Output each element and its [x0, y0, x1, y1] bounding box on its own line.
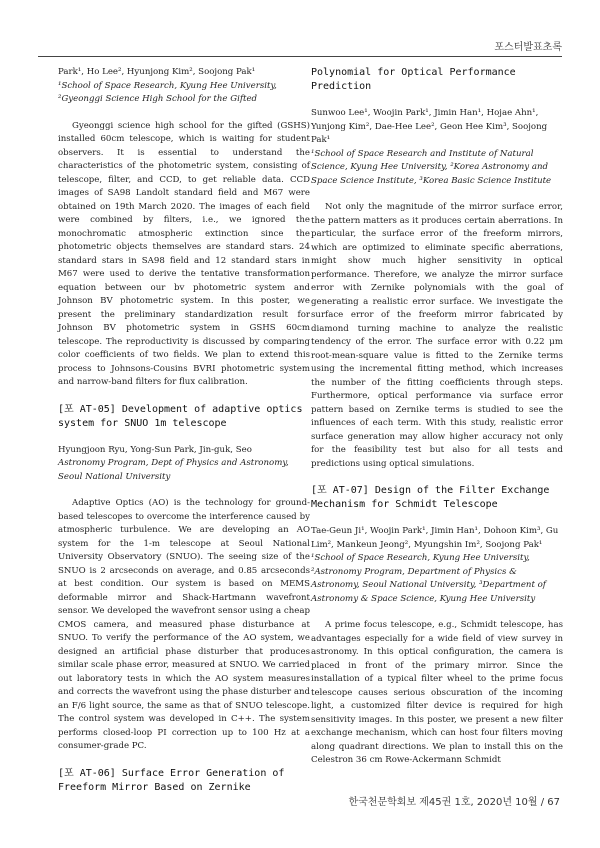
- at06-title-continued: Polynomial for Optical Performance Prediction: [311, 67, 516, 92]
- at05-abstract: Adaptive Optics (AO) is the technology for ground-based telescopes to overcome the interference caused by atmospheric turbulence. We are developing an AO system for the 1-m telescope at Seoul National University Observatory (SNUO). The seeing size of the SNUO is 2 arcseconds on average, and 0.85 arcseconds at best condition. Our system is based on MEMS deformable mirror and Shack-Hartmann wavefront sensor. We developed the wavefront sensor using a cheap CMOS camera, and measured phase disturbance at SNUO. To verify the performance of the AO system, we designed an artificial phase disturber that produces similar scale phase error, measured at SNUO. We carried out laboratory tests in which the AO system measures and corrects the wavefront using the phase disturber and an F/6 light source, the same as that of SNUO telescope. The control system was developed in C++. The system performs closed-loop PI correction up to 100 Hz at a consumer-grade PC.: [58, 498, 310, 751]
- section-title: 포스터발표초록: [494, 42, 562, 53]
- right-column: [311, 66, 563, 768]
- at06-title: [포 AT-06] Surface Error Generation of Freeform Mirror Based on Zernike: [58, 767, 285, 793]
- at07-abstract: A prime focus telescope, e.g., Schmidt telescope, has advantages especially for a wide field of view survey in astronomy. In this optical configuration, the camera is placed in front of the primary mirror. Since the installation of a typical filter wheel to the prime focus telescope causes serious obscuration of the incoming light, a customized filter device is required for high sensitivity images. In this poster, we present a new filter exchange mechanism, which can host four filters moving along quadrant directions. We plan to install this on the Celestron 36 cm Rowe-Ackermann Schmidt: [311, 620, 563, 765]
- page-header: [0, 0, 600, 52]
- at05-authors: Hyungjoon Ryu, Yong-Sun Park, Jin-guk, Seo: [58, 444, 252, 455]
- at06-authors: Sunwoo Lee¹, Woojin Park¹, Jimin Han¹, Hojae Ahn¹, Yunjong Kim², Dae-Hee Lee², Geon Hee Kim³, Soojong Pak¹: [311, 108, 548, 145]
- at06-abstract: Not only the magnitude of the mirror surface error, the pattern matters as it produces certain aberrations. In particular, the surface error of the freeform mirrors, which are optimized to eliminate specific aberrations, might show much higher sensitivity in optical performance. Therefore, we analyze the mirror surface error with Zernike polynomials with the goal of generating a realistic error surface. We investigate the surface error of the freeform mirror fabricated by diamond turning machine to analyze the realistic tendency of the error. The surface error with 0.22 μm root-mean-square value is fitted to the Zernike terms using the incremental fitting method, which increases the number of the fitting coefficients through steps. Furthermore, optical performance via surface error pattern based on Zernike terms is studied to see the influences of each term. With this study, realistic error surface generation may allow higher accuracy not only for the feasibility test but also for all tests and predictions using optical simulations.: [311, 202, 563, 469]
- page-footer: 한국천문학회보 제45권 1호, 2020년 10월 / 67: [348, 797, 560, 808]
- left-column: [58, 66, 310, 795]
- at07-title: [포 AT-07] Design of the Filter Exchange Mechanism for Schmidt Telescope: [311, 485, 550, 510]
- prev-affiliation-2: ²Gyeonggi Science High School for the Gifted: [58, 94, 258, 104]
- prev-affiliation-1: ¹School of Space Research, Kyung Hee University,: [58, 80, 277, 91]
- at07-authors: Tae-Geun Ji¹, Woojin Park¹, Jimin Han¹, Dohoon Kim³, Gu Lim², Mankeun Jeong², Myungshin Im², Soojong Pak¹: [311, 526, 559, 550]
- at07-affiliation: ¹School of Space Research, Kyung Hee University, ²Astronomy Program, Department of Physics & Astronomy, Seoul National University, ³Department of Astronomy & Space Science, Kyung Hee University: [311, 553, 546, 604]
- at05-affiliation: Astronomy Program, Dept of Physics and Astronomy, Seoul National University: [58, 458, 289, 482]
- at06-affiliation: ¹School of Space Research and Institute of Natural Science, Kyung Hee University, ²Korea Astronomy and Space Science Institute, ³Korea Basic Science Institute: [311, 148, 552, 186]
- at05-title: [포 AT-05] Development of adaptive optics system for SNUO 1m telescope: [58, 403, 303, 429]
- prev-authors: Park¹, Ho Lee², Hyunjong Kim², Soojong Pak¹: [58, 67, 256, 77]
- header-divider: [38, 56, 562, 57]
- prev-abstract: Gyeonggi science high school for the gifted (GSHS) installed 60cm telescope, which is waiting for student observers. It is essential to understand the characteristics of the photometric system, consisting of telescope, filter, and CCD, to get reliable data. CCD images of SA98 Landolt standard field and M67 were obtained on 19th March 2020. The images of each field were combined by filters, i.e., we ignored the monochromatic atmospheric extinction since the photometric objects themselves are standard stars. 24 standard stars in SA98 field and 12 standard stars in M67 were used to derive the tentative transformation equation between our bv photometric system and Johnson BV photometric system. In this poster, we present the preliminary standardization result for Johnson BV photometric system in GSHS 60cm telescope. The reproductivity is discussed by comparing color coefficients of two fields. We plan to extend this process to Johnsons-Cousins BVRI photometric system and narrow-band filters for flux calibration.: [58, 120, 310, 387]
